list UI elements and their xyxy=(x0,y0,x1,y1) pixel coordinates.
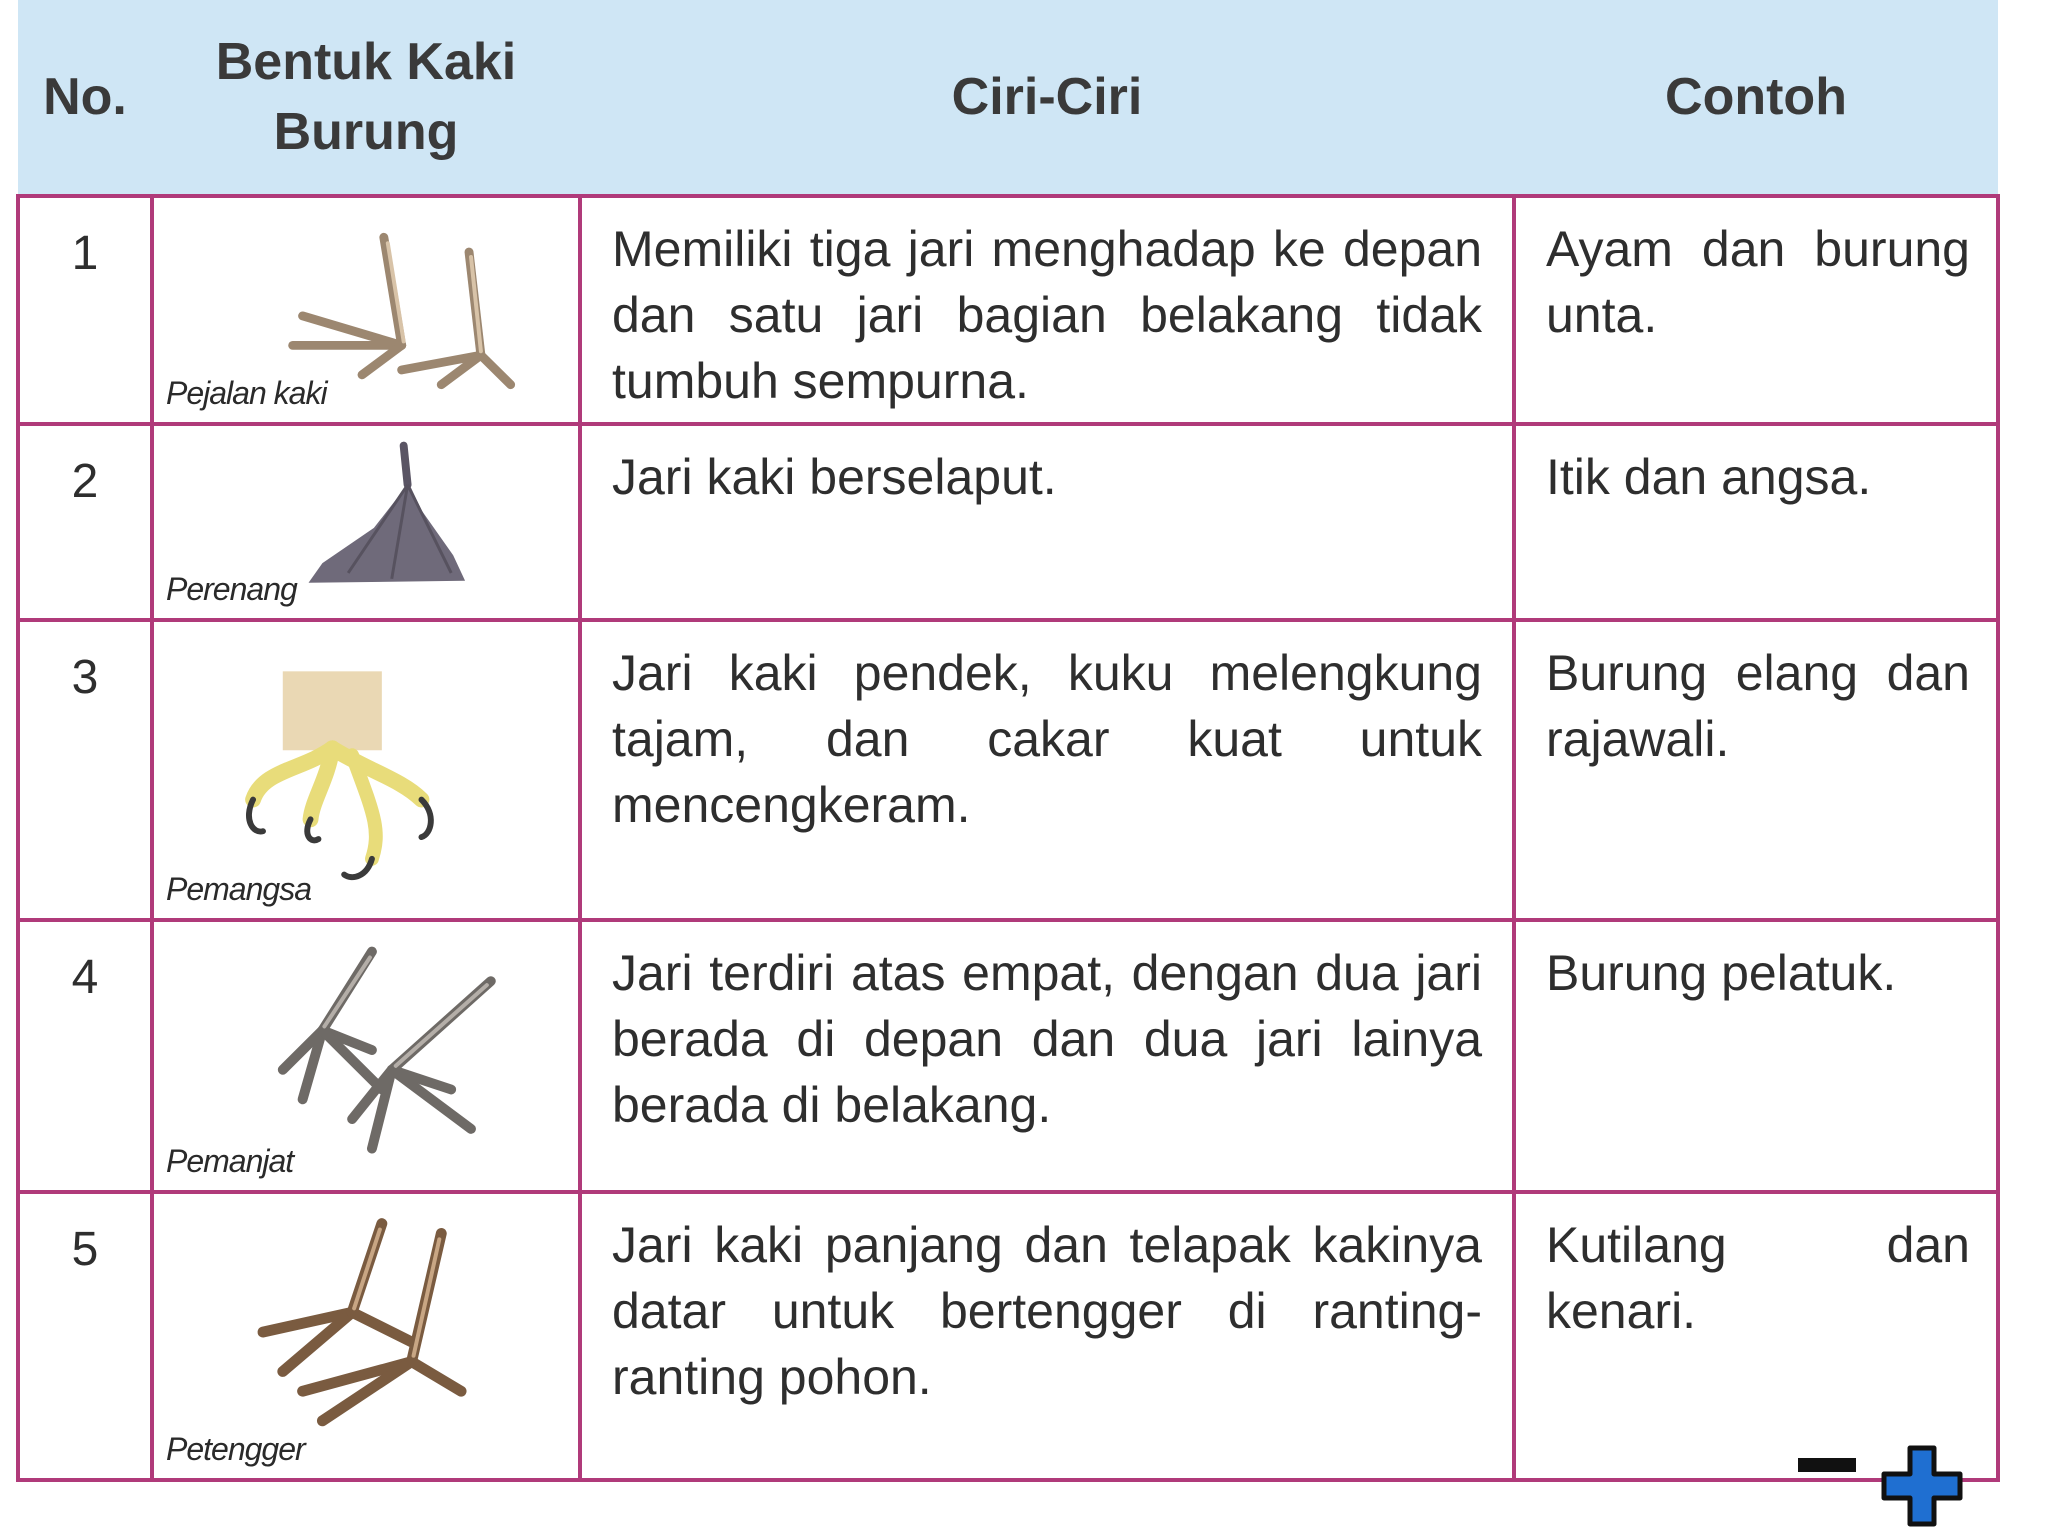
contoh-cell: Burung pelatuk. xyxy=(1514,920,1998,1192)
zoom-controls xyxy=(1798,1444,1968,1514)
foot-image-cell xyxy=(152,920,580,1192)
zoom-in-icon[interactable] xyxy=(1880,1444,1964,1528)
foot-image-cell xyxy=(152,424,580,620)
contoh-cell: Ayam dan burung unta. xyxy=(1514,196,1998,424)
ciri-cell: Jari terdiri atas empat, dengan dua jari berada di depan dan dua jari lainya berada di belakang. xyxy=(580,920,1514,1192)
foot-caption: Perenang xyxy=(166,571,297,607)
ciri-cell: Jari kaki panjang dan telapak kakinya datar untuk bertengger di ranting-ranting pohon. xyxy=(580,1192,1514,1480)
table-row xyxy=(18,920,1998,1192)
header-bentuk-kaki: Bentuk Kaki Burung xyxy=(215,32,517,161)
foot-caption: Pemangsa xyxy=(166,871,311,907)
header-contoh: Contoh xyxy=(1665,67,1847,126)
foot-caption: Petengger xyxy=(166,1431,305,1467)
table-row xyxy=(18,196,1998,424)
foot-caption: Pejalan kaki xyxy=(166,375,327,411)
contoh-cell: Burung elang dan rajawali. xyxy=(1514,620,1998,920)
bird-feet-table xyxy=(16,0,2000,1482)
foot-image-cell xyxy=(152,1192,580,1480)
contoh-cell: Kutilang dan kenari. xyxy=(1514,1192,1998,1480)
zoom-out-icon[interactable] xyxy=(1798,1458,1856,1472)
foot-caption: Pemanjat xyxy=(166,1143,294,1179)
foot-image-cell xyxy=(152,620,580,920)
header-ciri-ciri: Ciri-Ciri xyxy=(951,67,1143,126)
table-header-row xyxy=(18,0,1998,196)
row-number: 2 xyxy=(18,424,152,620)
foot-image-cell xyxy=(152,196,580,424)
table-row xyxy=(18,424,1998,620)
ciri-cell: Jari kaki pendek, kuku melengkung tajam, dan cakar kuat untuk mencengkeram. xyxy=(580,620,1514,920)
header-no: No. xyxy=(43,67,127,126)
ciri-cell: Memiliki tiga jari menghadap ke depan dan satu jari bagian belakang tidak tumbuh sempurna. xyxy=(580,196,1514,424)
table-row xyxy=(18,620,1998,920)
ciri-cell: Jari kaki berselaput. xyxy=(580,424,1514,620)
row-number: 3 xyxy=(18,620,152,920)
row-number: 1 xyxy=(18,196,152,424)
table-row xyxy=(18,1192,1998,1480)
row-number: 5 xyxy=(18,1192,152,1480)
contoh-cell: Itik dan angsa. xyxy=(1514,424,1998,620)
row-number: 4 xyxy=(18,920,152,1192)
